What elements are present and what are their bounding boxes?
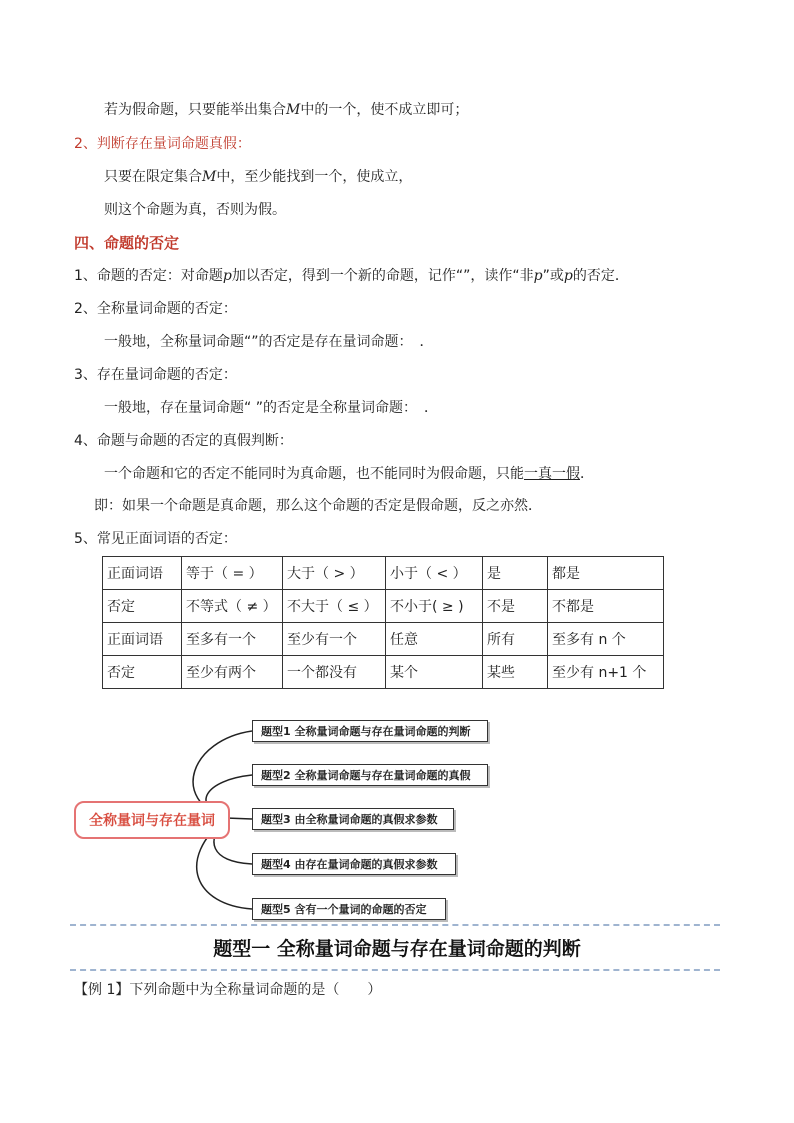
text-segment: ．	[580, 466, 594, 482]
table-cell: 不都是	[548, 590, 664, 623]
variable: M	[202, 169, 217, 185]
mindmap-root: 全称量词与存在量词	[74, 801, 230, 839]
text-line: 一般地，全称量词命题“”的否定是存在量词命题： ．	[104, 334, 434, 350]
variable: M	[286, 102, 301, 118]
text-segment: 1、命题的否定：对命题	[74, 268, 223, 284]
table-cell: 不大于（ ≤ ）	[283, 590, 386, 623]
table-cell: 所有	[483, 623, 548, 656]
table-cell: 至少有一个	[283, 623, 386, 656]
table-cell: 否定	[103, 590, 182, 623]
table-cell: 都是	[548, 557, 664, 590]
text-segment: 加以否定，得到一个新的命题，记作“”，读作“非	[231, 268, 534, 284]
table-cell: 至多有 n 个	[548, 623, 664, 656]
separator-line	[70, 969, 720, 971]
mindmap-node: 题型1 全称量词命题与存在量词命题的判断	[252, 720, 488, 742]
text-segment: 一个命题和它的否定不能同时为真命题，也不能同时为假命题，只能	[104, 466, 524, 482]
text-line: 2、全称量词命题的否定：	[74, 301, 237, 317]
text-segment: 若为假命题，只要能举出集合	[104, 102, 286, 118]
table-cell: 至少有两个	[182, 656, 283, 689]
text-segment: 中的一个，使不成立即可；	[300, 102, 469, 118]
table-cell: 小于（ < ）	[386, 557, 483, 590]
table-cell: 不小于( ≥ )	[386, 590, 483, 623]
separator-line	[70, 924, 720, 926]
table-cell: 不是	[483, 590, 548, 623]
table-cell: 至少有 n+1 个	[548, 656, 664, 689]
table-cell: 不等式（ ≠ ）	[182, 590, 283, 623]
variable: p	[533, 268, 543, 284]
section-heading: 四、命题的否定	[74, 234, 180, 252]
table-cell: 某个	[386, 656, 483, 689]
table-cell: 否定	[103, 656, 182, 689]
text-segment: 只要在限定集合	[104, 169, 202, 185]
table-cell: 正面词语	[103, 623, 182, 656]
text-segment: 的否定．	[572, 268, 629, 284]
table-cell: 正面词语	[103, 557, 182, 590]
variable: p	[222, 268, 232, 284]
subheading: 2、判断存在量词命题真假：	[74, 136, 251, 152]
text-line: 3、存在量词命题的否定：	[74, 367, 237, 383]
mindmap-node: 题型3 由全称量词命题的真假求参数	[252, 808, 454, 830]
table-cell: 至多有一个	[182, 623, 283, 656]
text-line: 即：如果一个命题是真命题，那么这个命题的否定是假命题，反之亦然．	[94, 498, 542, 514]
example-question: 【例 1】下列命题中为全称量词命题的是（ ）	[74, 982, 382, 998]
table-cell: 是	[483, 557, 548, 590]
text-line: 一般地，存在量词命题“ ”的否定是全称量词命题： ．	[104, 400, 438, 416]
underlined-text: 一真一假	[524, 466, 580, 482]
section-title: 题型一 全称量词命题与存在量词命题的判断	[213, 938, 581, 960]
text-line: 则这个命题为真，否则为假。	[104, 202, 286, 218]
variable: p	[563, 268, 573, 284]
table-cell: 大于（ > ）	[283, 557, 386, 590]
text-segment: ”或	[542, 268, 564, 284]
text-segment: 中，至少能找到一个，使成立，	[216, 169, 413, 185]
mindmap-node: 题型2 全称量词命题与存在量词命题的真假	[252, 764, 488, 786]
table-cell: 任意	[386, 623, 483, 656]
mindmap-node: 题型4 由存在量词命题的真假求参数	[252, 853, 456, 875]
table-cell: 等于（ = ）	[182, 557, 283, 590]
table-cell: 一个都没有	[283, 656, 386, 689]
text-line: 5、常见正面词语的否定：	[74, 531, 237, 547]
table-cell: 某些	[483, 656, 548, 689]
mindmap-node: 题型5 含有一个量词的命题的否定	[252, 898, 446, 920]
text-line: 4、命题与命题的否定的真假判断：	[74, 433, 293, 449]
